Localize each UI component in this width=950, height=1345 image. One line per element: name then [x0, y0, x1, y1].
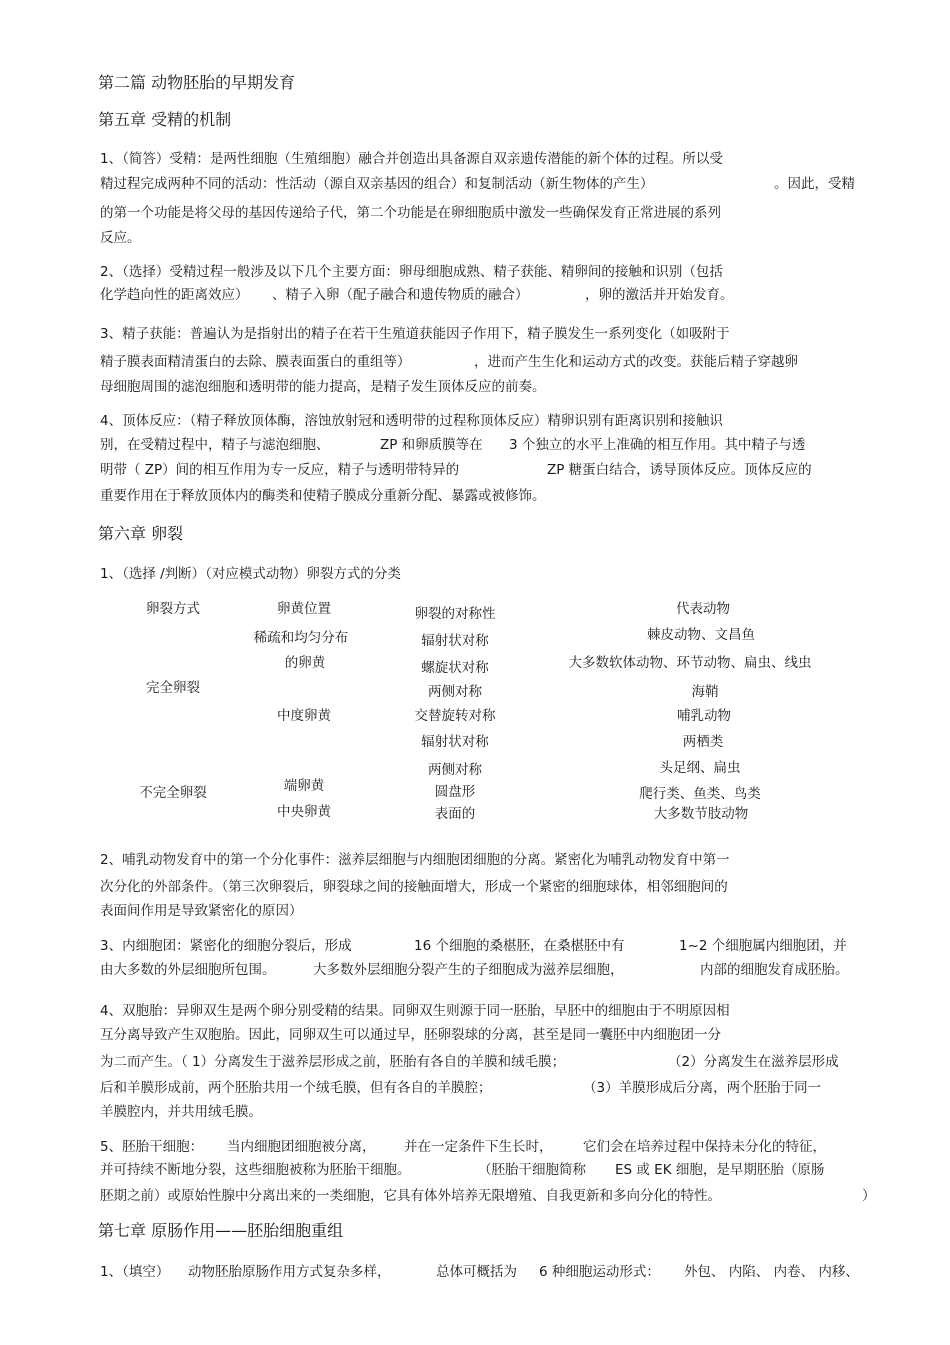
ch6-q5-line1b: 当内细胞团细胞被分离，: [227, 1139, 376, 1155]
ch6-q5-line1d: 它们会在培养过程中保持未分化的特征，: [583, 1139, 826, 1155]
table-cell: 中央卵黄: [277, 804, 331, 820]
ch5-q4-line3a: 明带（ ZP）间的相互作用为专一反应，精子与透明带特异的: [100, 462, 460, 478]
ch5-q1-line3: 的第一个功能是将父母的基因传递给子代，第二个功能是在卵细胞质中激发一些确保发育正常进展的系列: [100, 205, 721, 221]
ch5-q1-line2: 精过程完成两种不同的活动：性活动（源自双亲基因的组合）和复制活动（新生物体的产生）: [100, 176, 654, 192]
table-cell: 中度卵黄: [277, 708, 331, 724]
table-cell: 两侧对称: [428, 684, 482, 700]
ch5-q1-line1: 1、（简答）受精：是两性细胞（生殖细胞）融合并创造出具备源自双亲遗传潜能的新个体的过程。所以受: [100, 151, 723, 167]
ch5-q4-line2b: ZP 和卵质膜等在: [380, 437, 483, 453]
ch6-q3-line1c: 1~2 个细胞属内细胞团，并: [679, 938, 847, 954]
ch6-q5-line2c: ES 或 EK 细胞，是早期胚胎（原肠: [615, 1162, 825, 1178]
table-cell: 哺乳动物: [677, 708, 731, 724]
table-cell: 圆盘形: [434, 784, 476, 800]
chapter7-title: 第七章 原肠作用——胚胎细胞重组: [98, 1221, 344, 1240]
ch7-q1-c: 总体可概括为: [436, 1264, 517, 1280]
ch7-q1-b: 动物胚胎原肠作用方式复杂多样，: [188, 1264, 391, 1280]
ch6-q2-line3: 表面间作用是导致紧密化的原因）: [100, 903, 303, 919]
ch7-q1-d: 6 种细胞运动形式：: [539, 1264, 660, 1280]
ch6-q4-line5: 羊膜腔内，并共用绒毛膜。: [100, 1104, 262, 1120]
ch6-q4-line4a: 后和羊膜形成前，两个胚胎共用一个绒毛膜，但有各自的羊膜腔；: [100, 1080, 492, 1096]
table-cell: 两栖类: [682, 734, 724, 750]
table-cell: 完全卵裂: [146, 680, 200, 696]
ch6-q3-line1a: 3、内细胞团：紧密化的细胞分裂后，形成: [100, 938, 352, 954]
ch5-q1-line4: 反应。: [100, 230, 141, 246]
table-cell: 辐射状对称: [421, 734, 489, 750]
table-cell: 两侧对称: [428, 762, 482, 778]
ch6-q5-line2b: （胚胎干细胞简称: [478, 1162, 586, 1178]
ch6-q4-line3b: （2）分离发生在滋养层形成: [668, 1054, 839, 1070]
ch6-q3-line2a: 由大多数的外层细胞所包围。: [100, 962, 276, 978]
table-header: 卵黄位置: [277, 601, 331, 617]
chapter5-title: 第五章 受精的机制: [98, 110, 232, 129]
ch7-q1-e: 外包、 内陷、 内卷、 内移、: [684, 1264, 859, 1280]
table-cell: 头足纲、扁虫: [659, 760, 741, 776]
ch6-q3-line2b: 大多数外层细胞分裂产生的子细胞成为滋养层细胞，: [313, 962, 624, 978]
ch6-q4-line1: 4、双胞胎：异卵双生是两个卵分别受精的结果。同卵双生则源于同一胚胎，早胚中的细胞由于不明原因相: [100, 1003, 730, 1019]
ch5-q3-line2a: 精子膜表面精清蛋白的去除、膜表面蛋白的重组等）: [100, 354, 411, 370]
ch6-q1-intro: 1、（选择 /判断）（对应模式动物）卵裂方式的分类: [100, 566, 401, 582]
table-cell: 大多数节肢动物: [653, 806, 749, 822]
ch6-q4-line3a: 为二而产生。（ 1）分离发生于滋养层形成之前，胚胎有各自的羊膜和绒毛膜；: [100, 1054, 566, 1070]
ch6-q3-line2c: 内部的细胞发育成胚胎。: [700, 962, 849, 978]
ch6-q5-line1c: 并在一定条件下生长时，: [404, 1139, 553, 1155]
table-cell: 端卵黄: [283, 778, 325, 794]
table-cell: 棘皮动物、文昌鱼: [647, 627, 755, 643]
table-cell: 爬行类、鱼类、鸟类: [639, 786, 761, 802]
ch6-q5-line3b: ）: [862, 1188, 876, 1204]
table-cell: 稀疏和均匀分布: [253, 630, 349, 646]
ch5-q3-line3: 母细胞周围的滤泡细胞和透明带的能力提高，是精子发生顶体反应的前奏。: [100, 379, 546, 395]
ch5-q4-line4: 重要作用在于释放顶体内的酶类和使精子膜成分重新分配、暴露或被修饰。: [100, 488, 546, 504]
ch5-q4-line3b: ZP 糖蛋白结合，诱导顶体反应。顶体反应的: [547, 462, 812, 478]
table-cell: 的卵黄: [284, 655, 326, 671]
table-cell: 海鞘: [691, 684, 719, 700]
ch5-q2-line2a: 化学趋向性的距离效应）: [100, 287, 249, 303]
chapter6-title: 第六章 卵裂: [98, 524, 184, 543]
table-cell: 交替旋转对称: [414, 708, 496, 724]
table-cell: 大多数软体动物、环节动物、扁虫、线虫: [568, 655, 812, 671]
part-title: 第二篇 动物胚胎的早期发育: [98, 73, 296, 92]
table-cell: 辐射状对称: [421, 633, 489, 649]
ch6-q3-line1b: 16 个细胞的桑椹胚，在桑椹胚中有: [414, 938, 625, 954]
ch6-q2-line1: 2、哺乳动物发育中的第一个分化事件：滋养层细胞与内细胞团细胞的分离。紧密化为哺乳动物发育中第一: [100, 852, 730, 868]
table-cell: 螺旋状对称: [421, 660, 489, 676]
ch5-q2-line1: 2、（选择）受精过程一般涉及以下几个主要方面：卵母细胞成熟、精子获能、精卵间的接触和识别（包括: [100, 264, 723, 280]
ch6-q4-line2: 互分离导致产生双胞胎。因此，同卵双生可以通过早，胚卵裂球的分离，甚至是同一囊胚中内细胞团一分: [100, 1027, 721, 1043]
ch6-q2-line2: 次分化的外部条件。（第三次卵裂后，卵裂球之间的接触面增大，形成一个紧密的细胞球体，相邻细胞间的: [100, 879, 728, 895]
table-cell: 表面的: [434, 806, 476, 822]
ch5-q1-line2b: 。因此，受精: [774, 176, 855, 192]
ch6-q5-line1a: 5、胚胎干细胞：: [100, 1139, 204, 1155]
table-header: 代表动物: [676, 601, 730, 617]
ch5-q4-line2a: 别，在受精过程中，精子与滤泡细胞、: [100, 437, 330, 453]
ch5-q2-line2b: 、精子入卵（配子融合和遗传物质的融合）: [272, 287, 529, 303]
ch6-q5-line2a: 并可持续不断地分裂，这些细胞被称为胚胎干细胞。: [100, 1162, 411, 1178]
table-header: 卵裂方式: [146, 601, 200, 617]
ch6-q4-line4b: （3）羊膜形成后分离，两个胚胎于同一: [583, 1080, 822, 1096]
ch5-q4-line2c: 3 个独立的水平上准确的相互作用。其中精子与透: [509, 437, 806, 453]
ch6-q5-line3a: 胚期之前）或原始性腺中分离出来的一类细胞，它具有体外培养无限增殖、自我更新和多向分化的特性。: [100, 1188, 721, 1204]
ch5-q3-line1: 3、精子获能：普遍认为是指射出的精子在若干生殖道获能因子作用下，精子膜发生一系列变化（如吸附于: [100, 326, 730, 342]
table-cell: 不完全卵裂: [139, 785, 207, 801]
ch5-q4-line1: 4、顶体反应：（精子释放顶体酶，溶蚀放射冠和透明带的过程称顶体反应）精卵识别有距离识别和接触识: [100, 413, 723, 429]
table-header: 卵裂的对称性: [414, 606, 496, 622]
ch7-q1-a: 1、（填空）: [100, 1264, 170, 1280]
ch5-q3-line2b: ，进而产生生化和运动方式的改变。获能后精子穿越卵: [474, 354, 798, 370]
ch5-q2-line2c: ，卵的激活并开始发育。: [585, 287, 734, 303]
